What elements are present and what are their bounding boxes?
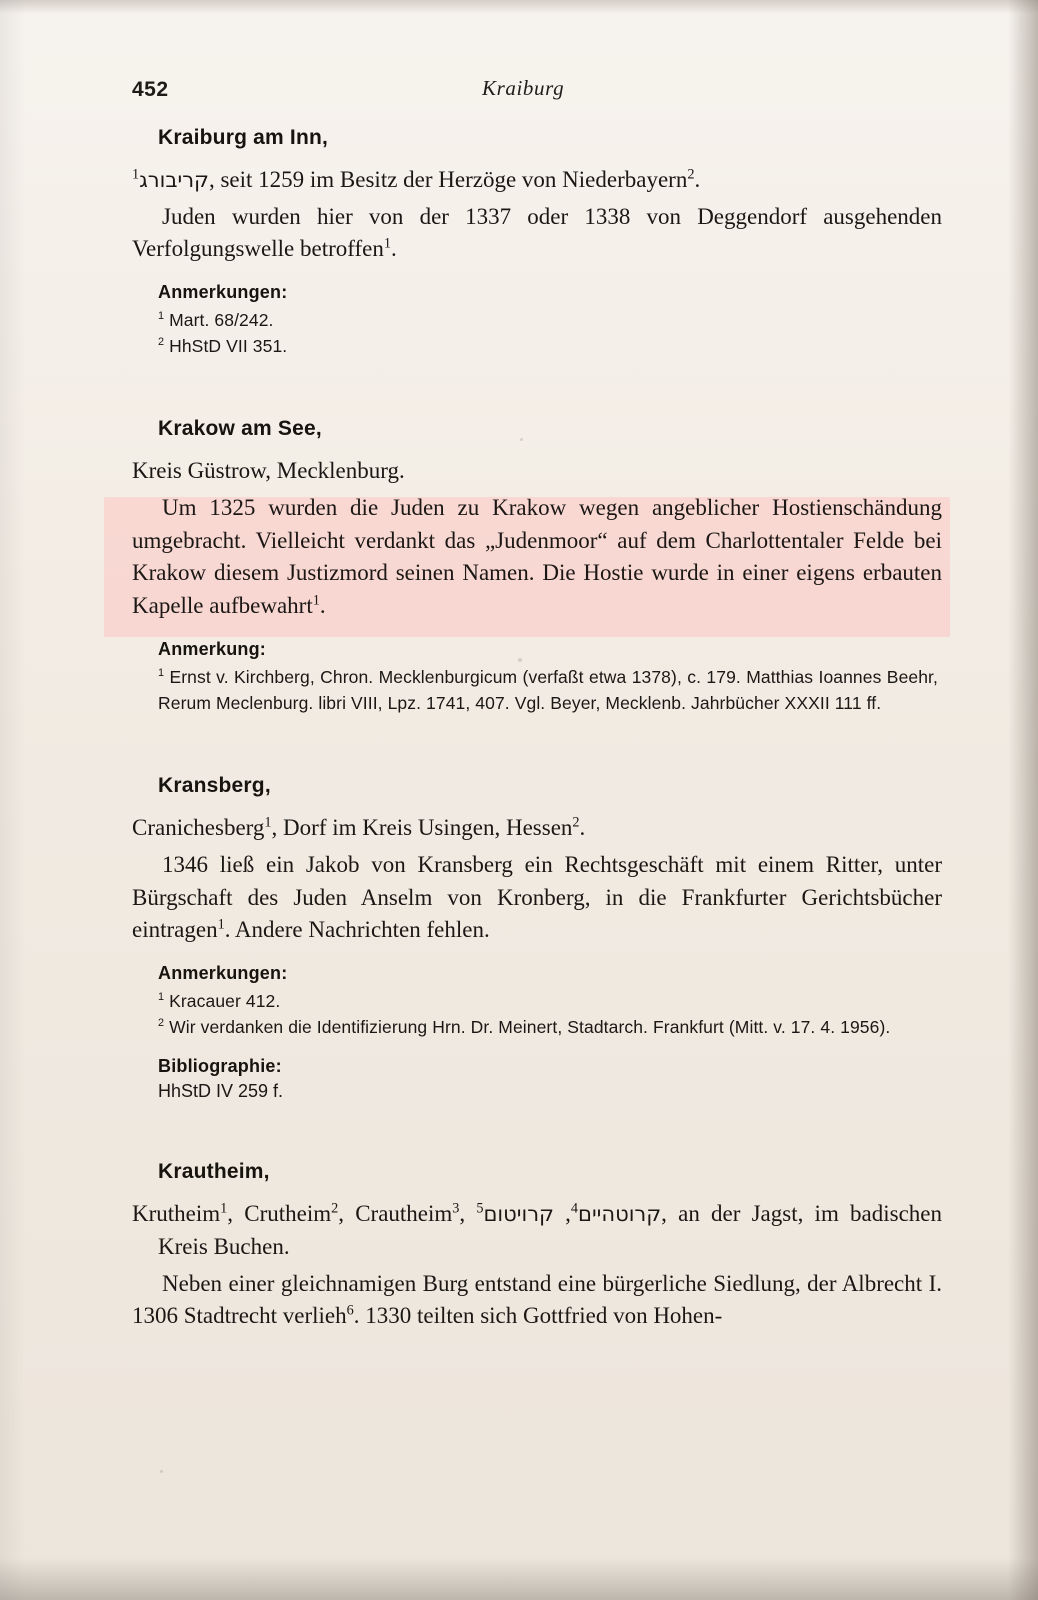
text-column: [132, 126, 942, 1337]
entry-spacer: [132, 716, 942, 774]
entry-subtitle: Krutheim$^1$, Crutheim$^2$, Crautheim$^3$, קרוטהיים$^4$, קרויטום$^5$ , an der Jagst, im badischen Kreis Buchen.: [132, 1200, 943, 1260]
subtitle-text-end: .: [579, 815, 586, 841]
footnote-text: Mart. 68/242.: [169, 309, 274, 330]
highlighted-paragraph: [132, 492, 942, 623]
entry-paragraph: [132, 849, 942, 947]
notes-label: Anmerkung:: [158, 638, 267, 659]
entry-kraiburg-am-inn: [132, 126, 942, 359]
entry-title: Krautheim,: [158, 1160, 270, 1184]
entry-kransberg: [132, 774, 942, 1102]
footnote-marker: 4: [570, 1200, 579, 1217]
entry-headline-line: קריבורג$^1$ , seit 1259 im Besitz der Herzöge von Niederbayern$^2$.: [132, 166, 701, 192]
footnote-text: HhStD VII 351.: [169, 336, 288, 357]
entry-title: Kransberg,: [158, 774, 271, 798]
footnote: [158, 664, 942, 717]
footnote-text: Ernst v. Kirchberg, Chron. Mecklenburgicum (verfaßt etwa 1378), c. 179. Matthias Ioannes Beehr, Rerum Meclenburg. libri VIII, Lpz. 1741, 407. Vgl. Beyer, Mecklenb. Jahrbücher XXXII 111 ff.: [158, 666, 938, 713]
paragraph-text: Neben einer gleichnamigen Burg entstand eine bürgerliche Siedlung, der Albrecht I. 1306 Stadtrecht verlieh: [132, 1270, 942, 1329]
bibliography-entry: HhStD IV 259 f.: [158, 1081, 284, 1102]
paragraph-text: Um 1325 wurden die Juden zu Krakow wegen angeblicher Hostienschändung umgebracht. Vielleicht verdankt das „Judenmoor“ auf dem Charlottentaler Felde bei Krakow diesem Justizmord seinen Namen. Die Hostie wurde in einer eigens erbauten Kapelle aufbewahrt: [132, 495, 942, 619]
running-head-title: Kraiburg: [482, 76, 565, 100]
scan-speck: [520, 438, 523, 441]
variant-name: Krutheim: [132, 1201, 221, 1227]
notes-label: Anmerkungen:: [158, 962, 288, 983]
footnote-marker: 6: [346, 1302, 354, 1319]
footnote-text: Kracauer 412.: [169, 990, 281, 1011]
hebrew-name: קרוטהיים: [578, 1202, 662, 1227]
entry-title: Kraiburg am Inn,: [158, 126, 329, 149]
hebrew-name: קרויטום: [483, 1202, 554, 1227]
footnote-marker: 2: [331, 1200, 339, 1217]
footnote-marker: 2: [572, 814, 580, 831]
entry-subtitle: [132, 812, 942, 845]
paragraph-text-end: . 1330 teilten sich Gottfried von Hohen-: [353, 1303, 723, 1329]
page-number: 452: [132, 78, 169, 101]
paragraph-text-end: . Andere Nachrichten fehlen.: [224, 917, 490, 943]
footnote: [158, 307, 942, 333]
footnote-marker: 1: [312, 592, 320, 609]
footnote-marker: 1: [158, 666, 165, 679]
entry-paragraph: [132, 201, 942, 266]
subtitle-text-end: , an der Jagst, im badischen Kreis Buchen.: [158, 1201, 943, 1260]
entry-title: Krakow am See,: [158, 417, 322, 441]
entry-krautheim: [132, 1160, 942, 1333]
footnote-marker: 2: [158, 1017, 165, 1030]
paragraph-text-end: .: [390, 236, 397, 262]
entry-paragraph: [132, 1268, 942, 1333]
variant-name: , Crautheim: [338, 1201, 453, 1227]
scan-speck: [160, 1470, 163, 1473]
footnote-marker: 1: [264, 814, 272, 831]
entry-spacer: [132, 1102, 942, 1160]
footnote-marker: 2: [687, 166, 695, 183]
footnote-marker: 1: [220, 1200, 228, 1217]
footnote-marker: 1: [383, 235, 391, 252]
paragraph-text-end: .: [319, 593, 326, 619]
entry-krakow-am-see: [132, 417, 942, 716]
footnote: [158, 1014, 942, 1040]
notes-label: Anmerkungen:: [158, 281, 288, 302]
bibliography-label: Bibliographie:: [158, 1056, 282, 1077]
hebrew-name: קריבורג: [139, 168, 209, 192]
footnote-marker: 1: [158, 310, 165, 323]
entry-subtitle: Kreis Güstrow, Mecklenburg.: [132, 458, 405, 484]
variant-name: Cranichesberg: [132, 815, 265, 841]
footnote-text: Wir verdanken die Identifizierung Hrn. Dr. Meinert, Stadtarch. Frankfurt (Mitt. v. 17. 4. 1956).: [169, 1017, 891, 1038]
scan-speck: [600, 1028, 603, 1031]
entry-spacer: [132, 359, 942, 417]
scan-speck: [518, 658, 522, 662]
footnote: [158, 988, 942, 1014]
footnote-marker: 1: [132, 166, 140, 183]
footnote-marker: 5: [476, 1200, 484, 1217]
subtitle-text: , Dorf im Kreis Usingen, Hessen: [271, 815, 573, 841]
footnote-marker: 3: [452, 1200, 460, 1217]
footnote-marker: 1: [158, 991, 165, 1004]
entry-headline-text: , seit 1259 im Besitz der Herzöge von Niederbayern: [208, 167, 688, 192]
footnote-marker: 1: [217, 916, 225, 933]
variant-name: , Crutheim: [227, 1201, 332, 1227]
running-head: [132, 78, 902, 108]
paragraph-text: Juden wurden hier von der 1337 oder 1338 von Deggendorf ausgehenden Verfolgungswelle betroffen: [132, 203, 942, 262]
footnote: [158, 333, 942, 359]
paragraph-text: 1346 ließ ein Jakob von Kransberg ein Rechtsgeschäft mit einem Ritter, unter Bürgschaft des Juden Anselm von Kronberg, in die Frankfurter Gerichtsbücher eintragen: [132, 851, 942, 943]
footnote-marker: 2: [158, 336, 165, 349]
